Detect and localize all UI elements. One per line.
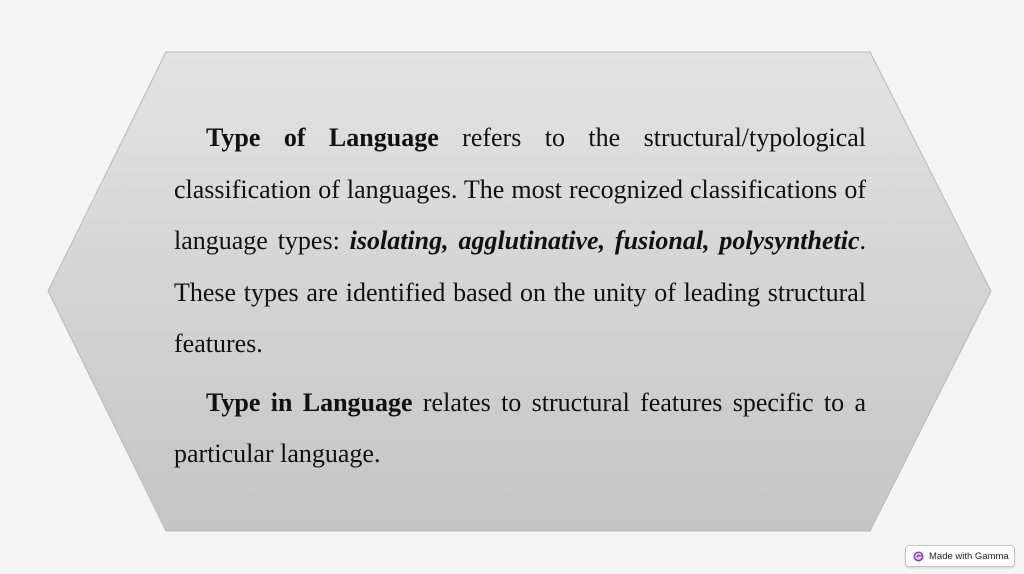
badge-label: Made with Gamma xyxy=(929,550,1009,562)
term-type-in-language: Type in Language xyxy=(206,387,413,417)
paragraph2-text: relates to structural features specific to a particular language. xyxy=(174,387,866,468)
paragraph1-text-a: refers to the structural/typological classification of languages. The most recognized classifications of language types: xyxy=(174,123,866,255)
term-type-of-language: Type of Language xyxy=(206,123,439,152)
language-types-list: isolating, agglutinative, fusional, polysynthetic xyxy=(349,226,860,255)
paragraph-type-of-language xyxy=(174,112,866,370)
paragraph1-text-b: . These types are identified based on the unity of leading structural features. xyxy=(174,226,866,358)
slide-text xyxy=(174,112,866,480)
gamma-logo-icon xyxy=(913,551,924,562)
made-with-gamma-badge[interactable] xyxy=(905,545,1015,567)
paragraph-type-in-language xyxy=(174,377,866,480)
